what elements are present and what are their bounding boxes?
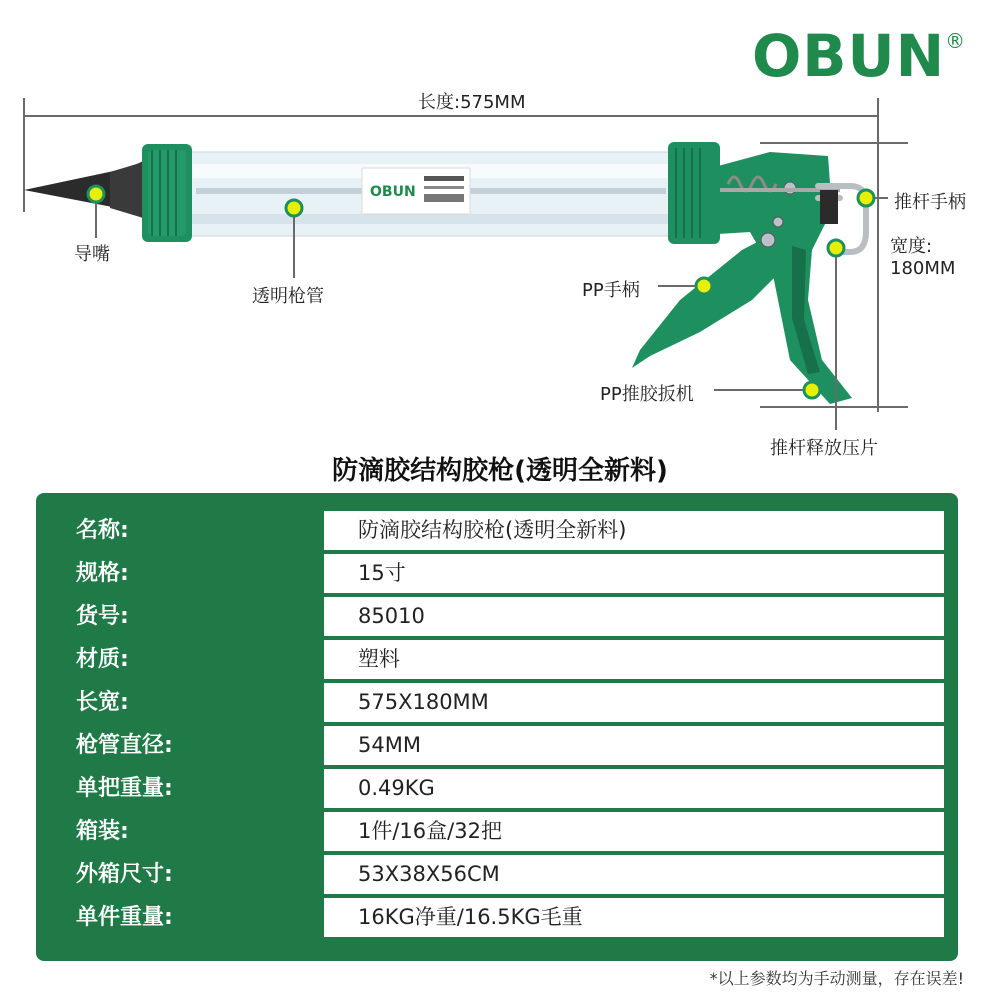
rear-cap: [668, 142, 720, 244]
spec-row: [50, 511, 944, 550]
product-title: 防滴胶结构胶枪(透明全新料): [332, 456, 668, 486]
spec-value: 防滴胶结构胶枪(透明全新料): [324, 511, 944, 550]
nozzle: [24, 158, 150, 222]
spec-key: 单件重量:: [50, 898, 322, 937]
callout-pp-trigger: PP推胶扳机: [600, 384, 694, 405]
spec-value: 塑料: [324, 640, 944, 679]
footnote: *以上参数均为手动测量，存在误差!: [709, 969, 964, 988]
spec-key: 枪管直径:: [50, 726, 322, 765]
product-diagram: [0, 0, 1000, 450]
spec-key: 名称:: [50, 511, 322, 550]
spec-row: [50, 640, 944, 679]
spec-table: [36, 493, 958, 961]
tube-dot: [286, 200, 302, 216]
spec-row: [50, 812, 944, 851]
nozzle-dot: [88, 186, 104, 202]
spec-value: 54MM: [324, 726, 944, 765]
width-dot: [828, 240, 844, 256]
length-label: 长度:575MM: [418, 92, 526, 113]
release-plate: [820, 190, 838, 224]
spec-value: 85010: [324, 597, 944, 636]
spec-value: 0.49KG: [324, 769, 944, 808]
callout-pp-handle: PP手柄: [582, 280, 640, 301]
spec-value: 53X38X56CM: [324, 855, 944, 894]
spec-row: [50, 554, 944, 593]
spec-row: [50, 898, 944, 937]
callout-release-plate: 推杆释放压片: [770, 438, 878, 459]
registered-mark: ®: [945, 28, 967, 53]
front-cap: [142, 144, 192, 242]
spec-row: [50, 597, 944, 636]
spec-key: 长宽:: [50, 683, 322, 722]
callout-tube: 透明枪管: [252, 286, 324, 307]
trigger-dot: [804, 382, 820, 398]
spec-key: 规格:: [50, 554, 322, 593]
spec-row: [50, 769, 944, 808]
spec-key: 箱装:: [50, 812, 322, 851]
spec-key: 货号:: [50, 597, 322, 636]
callout-nozzle: 导嘴: [74, 244, 110, 265]
push-rod-handle-dot: [858, 190, 874, 206]
brand-logo-text: OBUN: [752, 22, 946, 90]
width-label-line2: 180MM: [890, 258, 956, 279]
spec-value: 15寸: [324, 554, 944, 593]
spec-key: 材质:: [50, 640, 322, 679]
pp-handle-dot: [696, 278, 712, 294]
spec-row: [50, 855, 944, 894]
width-label-line1: 宽度:: [890, 236, 933, 257]
callout-push-rod-handle: 推杆手柄: [894, 192, 966, 213]
transparent-tube: [186, 152, 672, 236]
spec-value: 16KG净重/16.5KG毛重: [324, 898, 944, 937]
spec-key: 外箱尺寸:: [50, 855, 322, 894]
spec-row: [50, 726, 944, 765]
tube-brand-label: OBUN: [370, 184, 416, 200]
spec-key: 单把重量:: [50, 769, 322, 808]
spec-value: 575X180MM: [324, 683, 944, 722]
spec-value: 1件/16盒/32把: [324, 812, 944, 851]
spec-row: [50, 683, 944, 722]
